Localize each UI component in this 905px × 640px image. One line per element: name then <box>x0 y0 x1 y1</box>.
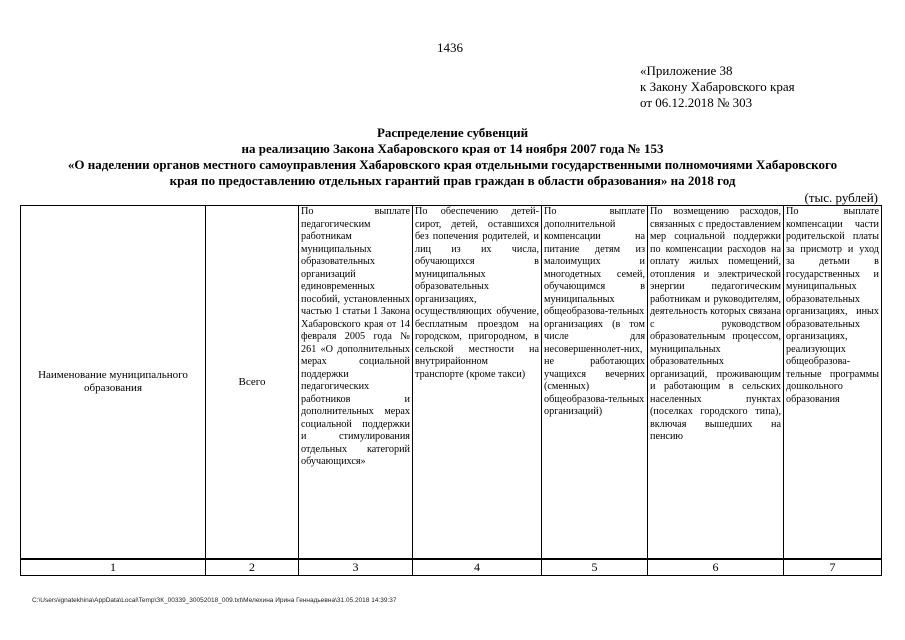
header-col-6: По возмещению расходов, связанных с предоставлением мер социальной поддержки по компенсации расходов на оплату жилых помещений, отопления и электрической энергии педагогическим работникам и руководителям, деятельность которых связана с руководством образовательным процессом, муниципальных образовательных организаций, проживающим и работающим в сельских населенных пунктах (поселках городского типа), включая вышедших на пенсию <box>648 206 784 560</box>
column-number: 5 <box>542 559 648 576</box>
file-path-footer: C:\Users\ignatekhina\AppData\Local\Temp\ЗК_00339_30052018_009.txt\Мелехина Ирина Геннадьевна\31.05.2018 14:39:37 <box>32 597 397 604</box>
header-municipality: Наименование муниципального образования <box>21 206 206 560</box>
table-header-row <box>21 206 882 560</box>
appendix-line-3: от 06.12.2018 № 303 <box>640 95 753 110</box>
appendix-line-2: к Закону Хабаровского края <box>640 79 795 94</box>
units-label: (тыс. рублей) <box>804 190 878 205</box>
page-number: 1436 <box>437 40 463 55</box>
title-line-2: на реализацию Закона Хабаровского края от 14 ноября 2007 года № 153 <box>241 141 664 156</box>
title-line-3: «О наделении органов местного самоуправления Хабаровского края отдельными государственными полномочиями Хабаровского <box>67 157 838 172</box>
column-number: 3 <box>299 559 413 576</box>
column-number: 7 <box>784 559 882 576</box>
document-title <box>20 125 885 189</box>
appendix-line-1: «Приложение 38 <box>640 63 733 78</box>
header-col-5: По выплате дополнительной компенсации на питание детям из малоимущих и многодетных семей, обучающимся в муниципальных общеобразова-тельных организациях (в том числе для несовершеннолет-них, не работающих учащихся вечерних (сменных) общеобразова-тельных организаций) <box>542 206 648 560</box>
title-line-4: края по предоставлению отдельных гарантий прав граждан в области образования» на 2018 год <box>169 173 736 188</box>
column-number: 2 <box>206 559 299 576</box>
column-number: 1 <box>21 559 206 576</box>
header-col-3: По выплате педагогическим работникам муниципальных образовательных организаций единовременных пособий, установленных частью 1 статьи 1 Закона Хабаровского края от 14 февраля 2005 года № 261 «О дополнительных мерах социальной поддержки педагогических работников и дополнительных мерах социальной поддержки и стимулирования отдельных категорий обучающихся» <box>299 206 413 560</box>
appendix-note <box>640 63 795 111</box>
subsidy-table <box>20 205 882 576</box>
title-line-1: Распределение субвенций <box>376 125 529 140</box>
header-total: Всего <box>206 206 299 560</box>
column-number: 6 <box>648 559 784 576</box>
header-col-7: По выплате компенсации части родительской платы за присмотр и уход за детьми в государственных и муниципальных образовательных организациях, иных образовательных организациях, реализующих общеобразова-тельные программы дошкольного образования <box>784 206 882 560</box>
header-col-4: По обеспечению детей-сирот, детей, оставшихся без попечения родителей, и лиц из их числа, обучающихся в муниципальных образовательных организациях, осуществляющих обучение, бесплатным проездом на городском, пригородном, в сельской местности на внутрирайонном транспорте (кроме такси) <box>413 206 542 560</box>
column-number-row <box>21 559 882 576</box>
column-number: 4 <box>413 559 542 576</box>
